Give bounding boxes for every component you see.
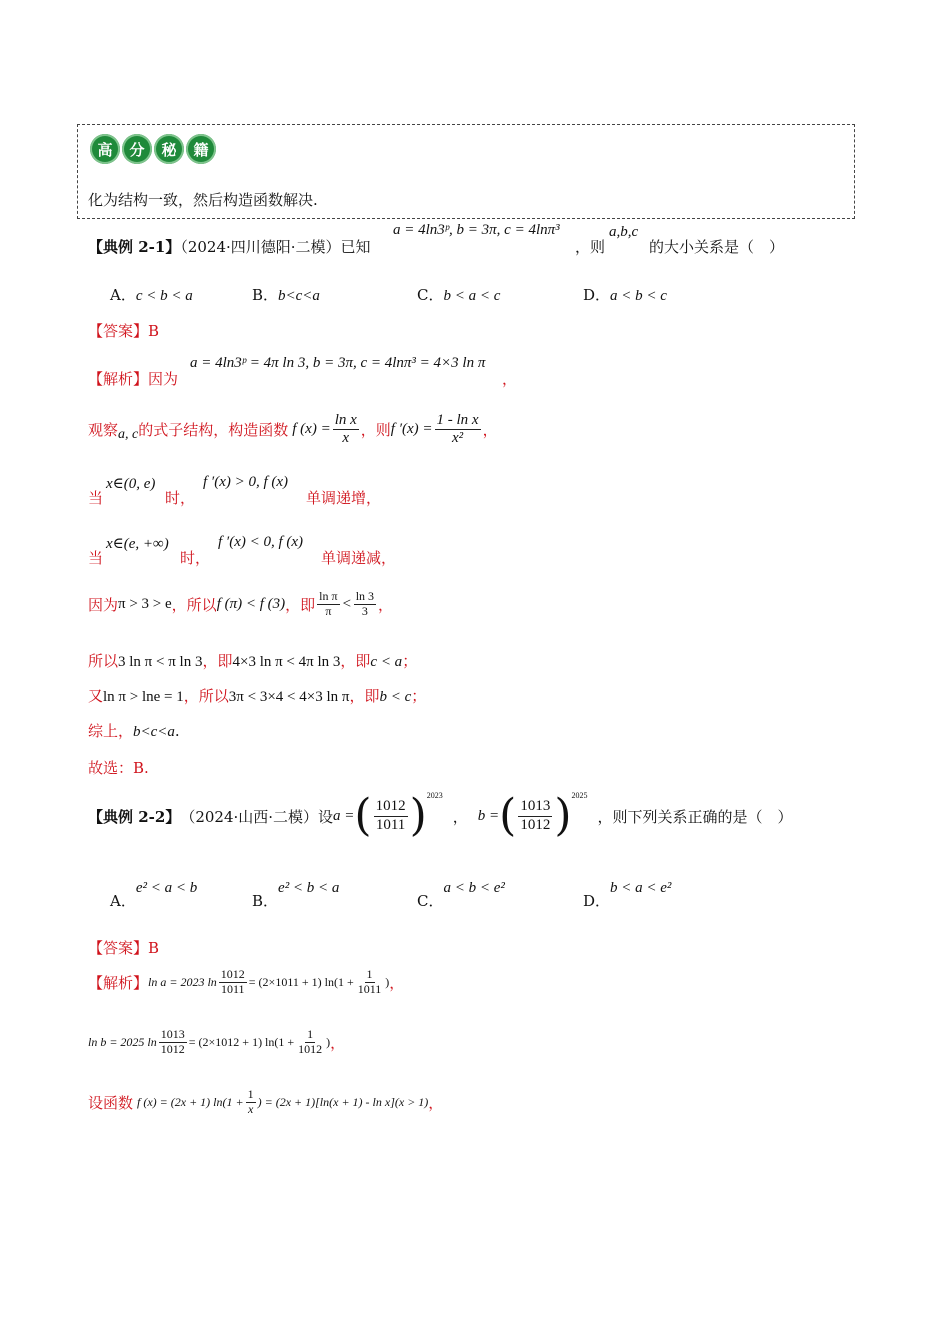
ex1-l3-post: 单调递增， [306, 489, 382, 507]
ex2-option-c[interactable]: C．a < b < e² [417, 880, 505, 910]
ex1-l1-post: ， [502, 370, 518, 388]
ex1-header [88, 236, 371, 257]
ex2-analysis-line2: ln b = 2025 ln $\frac{1013}{1012}$ = (2×1012 + 1) ln(1 + $\frac{1}{1012}$ ) ， [88, 1027, 346, 1056]
ex1-analysis-line2: 观察 a, c 的式子结构，构造函数 f (x) = $\frac{\text{ln x}}{x}$ ，则 f ′(x) = $\frac{\text{1 - ln x}}{\text{x²}}$ ， [88, 412, 498, 447]
ex2-option-b[interactable]: B．e² < b < a [252, 880, 340, 910]
ex1-analysis-line7: 又ln π > lne = 1，所以3π < 3×4 < 4×3 ln π，即b < c； [88, 687, 427, 705]
ex1-analysis-line6: 所以3 ln π < π ln 3，即4×3 ln π < 4π ln 3，即c < a； [88, 652, 418, 670]
tip-badge-2: 分 [122, 134, 152, 164]
ex1-l3-expr: f ′(x) > 0, f (x) [203, 474, 289, 490]
ex2-analysis-line1: 【解析】 ln a = 2023 ln $\frac{1012}{1011}$ = (2×1011 + 1) ln(1 + $\frac{1}{1011}$ ) ， [88, 967, 405, 996]
ex1-analysis-line1: 【解析】因为 [88, 370, 179, 388]
ex1-source: （2024·四川德阳·二模）已知 [180, 238, 371, 256]
ex1-l3-interval: x∈(0, e) [106, 476, 156, 492]
ex1-l4-pre: 当 [88, 549, 104, 567]
ex1-l3-pre: 当 [88, 489, 104, 507]
ex1-l4-mid: 时， [180, 549, 211, 567]
ex1-condition: a = 4ln3ᵖ, b = 3π, c = 4lnπ³ [393, 222, 560, 238]
tip-text: 化为结构一致，然后构造函数解决. [88, 191, 318, 209]
ex1-l4-post: 单调递减， [321, 549, 397, 567]
ex1-tail: 的大小关系是（ ） [649, 238, 785, 256]
tip-badge-4: 籍 [186, 134, 216, 164]
ex2-option-a[interactable]: A．e² < a < b [110, 880, 198, 910]
ex1-l4-expr: f ′(x) < 0, f (x) [218, 534, 304, 550]
ex1-option-d[interactable]: D．a < b < c [583, 286, 667, 304]
ex1-option-a[interactable]: A．c < b < a [110, 286, 193, 304]
ex2-option-d[interactable]: D．b < a < e² [583, 880, 672, 910]
ex1-l4-interval: x∈(e, +∞) [106, 536, 169, 552]
ex1-answer: 【答案】B [88, 322, 160, 340]
ex2-header: 【典例 2-2】 （2024·山西·二模）设 a = ( $\frac{1012}{1011}$ ) 2023 ， b = ( $\frac{1013}{1012}$ ) 2025 ，则下列关系正确的是（ ） [88, 790, 793, 841]
ex1-option-b[interactable]: B．b<c<a [252, 286, 320, 304]
ex1-conclusion: 故选：B. [88, 759, 149, 777]
ex1-label: 【典例 2-1】 [88, 238, 181, 256]
ex1-l1-expr: a = 4ln3ᵖ = 4π ln 3, b = 3π, c = 4lnπ³ = 4×3 ln π [190, 355, 486, 371]
ex1-option-c[interactable]: C．b < a < c [417, 286, 501, 304]
ex2-answer: 【答案】B [88, 939, 160, 957]
ex1-analysis-line8: 综上，b<c<a. [88, 722, 180, 740]
tip-badge-1: 高 [90, 134, 120, 164]
tip-badge-3: 秘 [154, 134, 184, 164]
ex1-l3-mid: 时， [165, 489, 196, 507]
ex2-analysis-line3: 设函数 f (x) = (2x + 1) ln(1 + $\frac{1}{x}$ ) = (2x + 1)[ln(x + 1) - ln x](x > 1) ， [88, 1087, 444, 1116]
ex1-analysis-line5: 因为 π > 3 > e ，所以 f (π) < f (3) ，即 $\frac{\text{ln π}}{\pi}$ < $\frac{\ln 3}{3}$ ， [88, 589, 394, 618]
ex1-mid: ，则 [575, 238, 606, 256]
ex1-vars: a,b,c [609, 224, 639, 240]
